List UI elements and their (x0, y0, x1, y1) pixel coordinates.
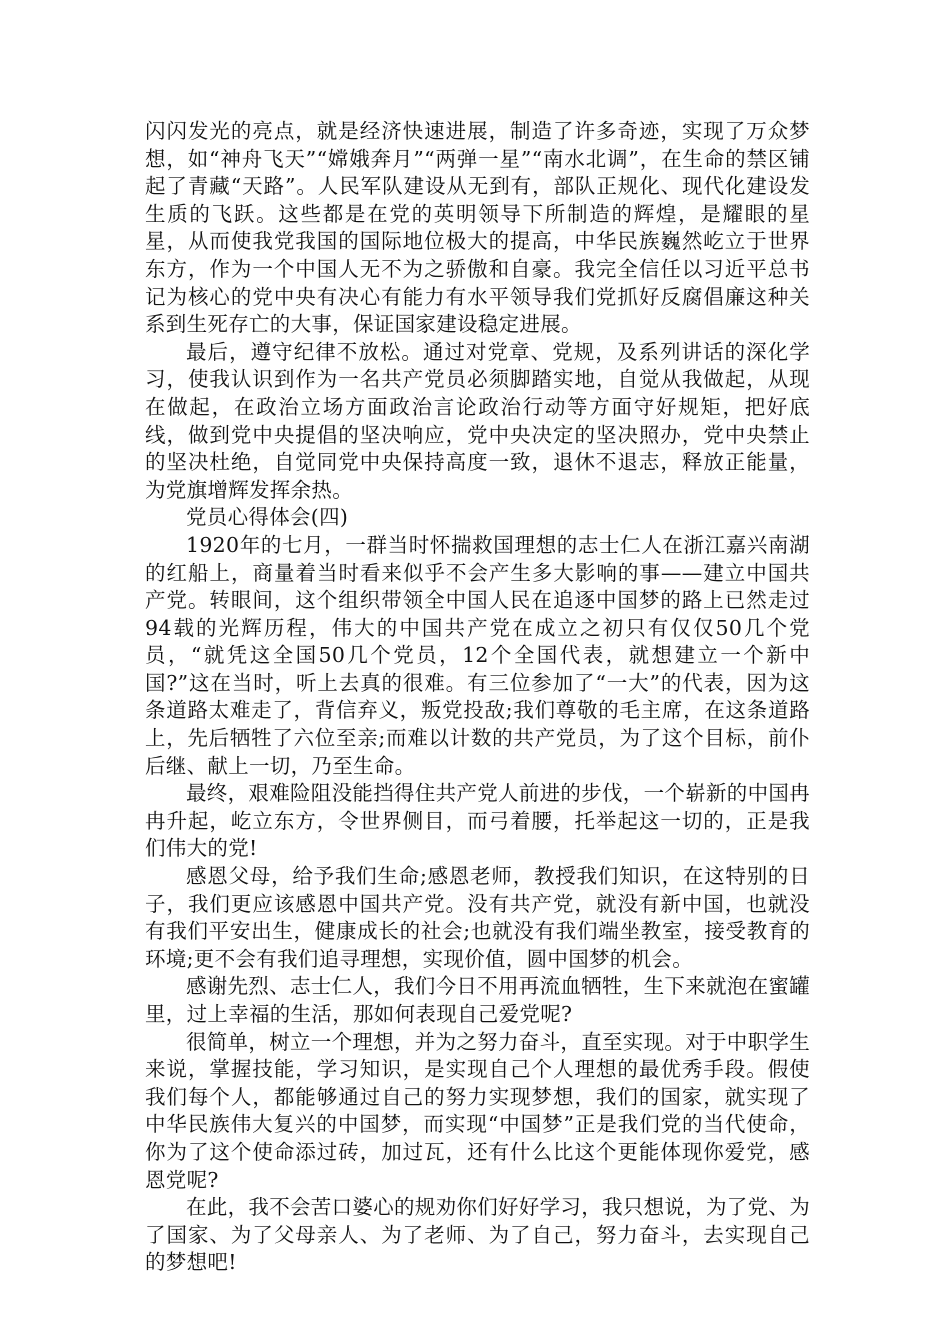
paragraph-ideal: 很简单，树立一个理想，并为之努力奋斗，直至实现。对于中职学生来说，掌握技能，学习知识，是实现自己个人理想的最优秀手段。假使我们每个人，都能够通过自己的努力实现梦想，我们的国家，就实现了中华民族伟大复兴的中国梦，而实现“中国梦”正是我们党的当代使命，你为了这个使命添过砖，加过瓦，还有什么比这个更能体现你爱党，感恩党呢? (145, 1029, 810, 1192)
paragraph-gratitude: 感恩父母，给予我们生命;感恩老师，教授我们知识，在这特别的日子，我们更应该感恩中国共产党。没有共产党，就没有新中国，也就没有我们平安出生，健康成长的社会;也就没有我们端坐教室，接受教育的环境;更不会有我们追寻理想，实现价值，圆中国梦的机会。 (145, 864, 810, 971)
paragraph-thanks: 感谢先烈、志士仁人，我们今日不用再流血牺牲，生下来就泡在蜜罐里，过上幸福的生活，那如何表现自己爱党呢? (145, 974, 810, 1026)
document-page (145, 118, 810, 1277)
paragraph-continued: 闪闪发光的亮点，就是经济快速进展，制造了许多奇迹，实现了万众梦想，如“神舟飞天”“嫦娥奔月”“两弹一星”“南水北调”，在生命的禁区铺起了青藏“天路”。人民军队建设从无到有，部队正规化、现代化建设发生质的飞跃。这些都是在党的英明领导下所制造的辉煌，是耀眼的星星，从而使我党我国的国际地位极大的提高，中华民族巍然屹立于世界东方，作为一个中国人无不为之骄傲和自豪。我完全信任以习近平总书记为核心的党中央有决心有能力有水平领导我们党抓好反腐倡廉这种关系到生死存亡的大事，保证国家建设稳定进展。 (145, 119, 810, 337)
paragraph-closing: 在此，我不会苦口婆心的规劝你们好好学习，我只想说，为了党、为了国家、为了父母亲人、为了老师、为了自己，努力奋斗，去实现自己的梦想吧! (145, 1195, 810, 1275)
paragraph-rise: 最终，艰难险阻没能挡得住共产党人前进的步伐，一个崭新的中国冉冉升起，屹立东方，令世界侧目，而弓着腰，托举起这一切的，正是我们伟大的党! (145, 781, 810, 861)
section-heading: 党员心得体会(四) (186, 505, 349, 530)
paragraph-history: 1920年的七月，一群当时怀揣救国理想的志士仁人在浙江嘉兴南湖的红船上，商量着当时看来似乎不会产生多大影响的事——建立中国共产党。转眼间，这个组织带领全中国人民在追逐中国梦的路上已然走过94载的光辉历程，伟大的中国共产党在成立之初只有仅仅50几个党员，“就凭这全国50几个党员，12个全国代表，就想建立一个新中国?”这在当时，听上去真的很难。有三位参加了“一大”的代表，因为这条道路太难走了，背信弃义，叛党投敌;我们尊敬的毛主席，在这条道路上，先后牺牲了六位至亲;而难以计数的共产党员，为了这个目标，前仆后继、献上一切，乃至生命。 (145, 532, 810, 778)
paragraph-discipline: 最后，遵守纪律不放松。通过对党章、党规，及系列讲话的深化学习，使我认识到作为一名共产党员必须脚踏实地，自觉从我做起，从现在做起，在政治立场方面政治言论政治行动等方面守好规矩，把好底线，做到党中央提倡的坚决响应，党中央决定的坚决照办，党中央禁止的坚决杜绝，自觉同党中央保持高度一致，退休不退志，释放正能量，为党旗增辉发挥余热。 (145, 339, 810, 502)
